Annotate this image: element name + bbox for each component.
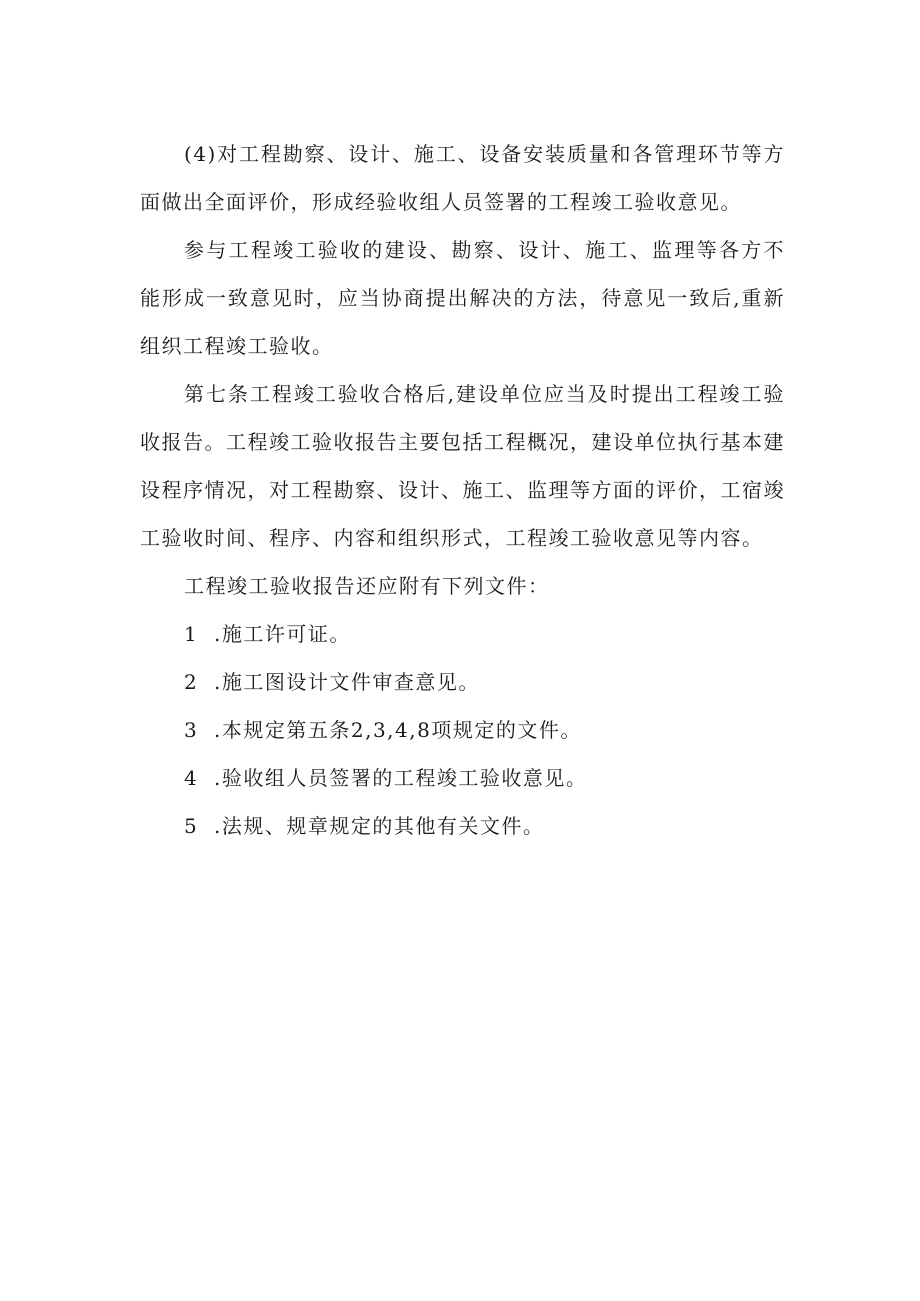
list-item — [140, 706, 785, 754]
list-item-number: 4 — [184, 766, 199, 790]
list-item — [140, 610, 785, 658]
paragraph-disagreement: 参与工程竣工验收的建设、勘察、设计、施工、监理等各方不能形成一致意见时，应当协商提出解决的方法，待意见一致后,重新组织工程竣工验收。 — [140, 238, 785, 358]
paragraph-attachments-intro: 工程竣工验收报告还应附有下列文件： — [184, 574, 550, 598]
list-item-text: .施工许可证。 — [214, 622, 351, 646]
list-item — [140, 658, 785, 706]
list-item-number: 1 — [184, 622, 199, 646]
paragraph-article-seven: 第七条工程竣工验收合格后,建设单位应当及时提出工程竣工验收报告。工程竣工验收报告主要包括工程概况，建设单位执行基本建设程序情况，对工程勘察、设计、施工、监理等方面的评价，工宿竣工验收时间、程序、内容和组织形式，工程竣工验收意见等内容。 — [140, 382, 785, 550]
list-item-text: .施工图设计文件审查意见。 — [214, 670, 480, 694]
list-item-number: 5 — [184, 814, 199, 838]
list-item — [140, 754, 785, 802]
list-item-number: 3 — [184, 718, 199, 742]
list-item-text: .本规定第五条2,3,4,8项规定的文件。 — [214, 718, 582, 742]
list-item — [140, 802, 785, 850]
list-item-text: .验收组人员签署的工程竣工验收意见。 — [214, 766, 588, 790]
document-body — [140, 130, 785, 850]
list-item-number: 2 — [184, 670, 199, 694]
list-item-text: .法规、规章规定的其他有关文件。 — [214, 814, 545, 838]
paragraph-evaluation: (4)对工程勘察、设计、施工、设备安装质量和各管理环节等方面做出全面评价，形成经验收组人员签署的工程竣工验收意见。 — [140, 142, 785, 214]
